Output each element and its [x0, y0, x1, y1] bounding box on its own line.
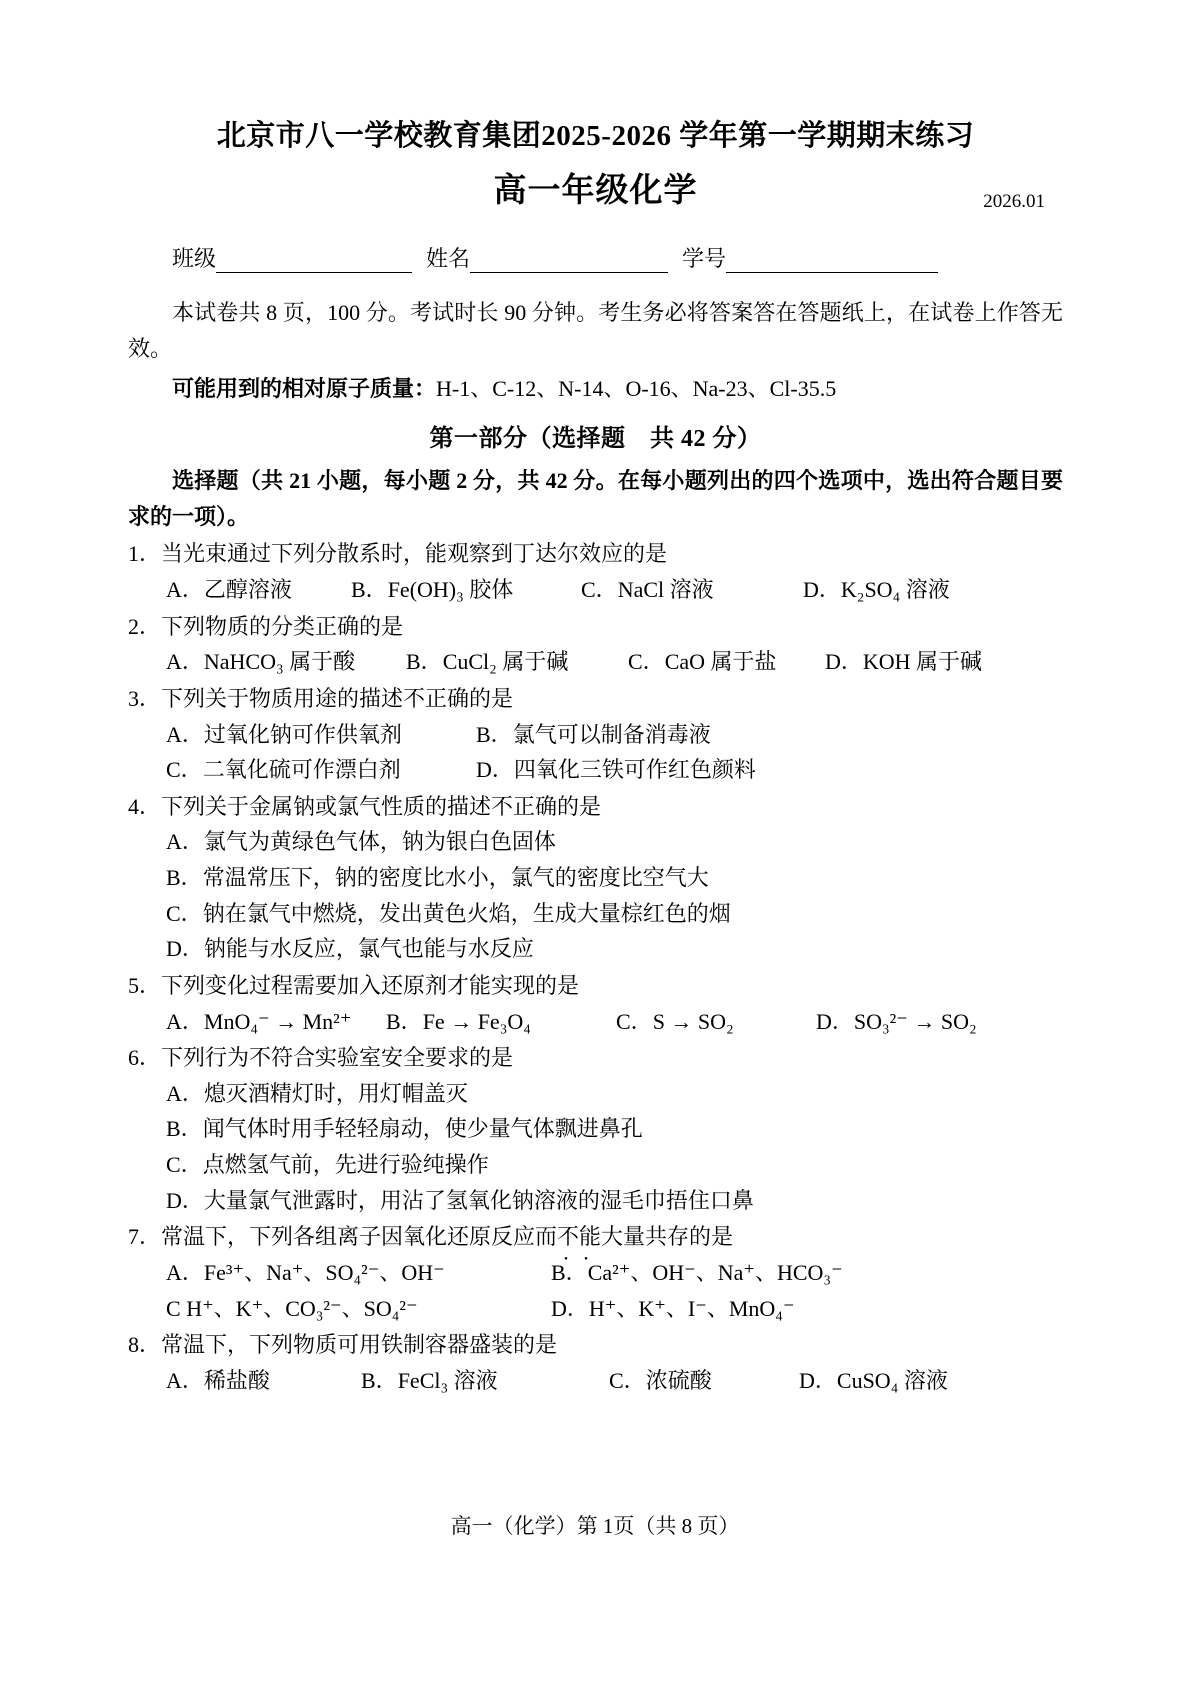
option-d[interactable]: [166, 1183, 754, 1219]
option-label: A．: [166, 577, 204, 602]
option-label: C．: [166, 757, 203, 783]
option-c[interactable]: [616, 1004, 816, 1040]
option-row: [166, 752, 1063, 788]
option-label: A．: [166, 1367, 204, 1393]
option-text: CaO 属于盐: [664, 649, 777, 675]
option-text: CuSO₄ 溶液: [836, 1367, 948, 1393]
subject-title: 高一年级化学: [493, 173, 698, 210]
option-text: KOH 属于碱: [862, 649, 983, 675]
option-d[interactable]: [803, 572, 950, 608]
question-number: 6．: [128, 1045, 162, 1071]
name-field: [426, 242, 668, 273]
option-label: C．: [166, 900, 203, 926]
option-c[interactable]: [166, 1147, 489, 1183]
option-label: B．: [406, 649, 443, 675]
option-text: CuCl₂ 属于碱: [442, 649, 569, 675]
option-b[interactable]: [361, 1363, 609, 1399]
option-a[interactable]: [166, 1076, 468, 1112]
option-label: D．: [816, 1008, 854, 1034]
option-c[interactable]: [166, 896, 731, 932]
question-number: 2．: [128, 613, 162, 639]
part-one-title: 第一部分（选择题 共 42 分）: [429, 426, 762, 453]
question-1: [128, 536, 1063, 607]
option-text: Ca²⁺、OH⁻、Na⁺、HCO₃⁻: [587, 1259, 843, 1285]
option-label: C．: [628, 649, 665, 675]
question-options: [128, 824, 1063, 967]
option-d[interactable]: [476, 752, 756, 788]
option-label: D．: [166, 936, 204, 962]
name-input-rule[interactable]: [470, 252, 668, 273]
option-row: [166, 717, 1063, 753]
question-3: [128, 681, 1063, 788]
option-a[interactable]: [166, 824, 556, 860]
name-label: 姓名: [426, 246, 471, 272]
question-text: 下列物质的分类正确的是: [161, 613, 404, 639]
question-text: 下列关于金属钠或氯气性质的描述不正确的是: [161, 793, 602, 819]
option-row: [166, 931, 1063, 967]
option-text: 氯气可以制备消毒液: [512, 721, 711, 747]
student-id-label: 学号: [682, 246, 727, 272]
option-text: 钠在氯气中燃烧，发出黄色火焰，生成大量棕红色的烟: [202, 900, 731, 926]
question-2: [128, 609, 1063, 680]
student-info-row: [128, 242, 1063, 273]
option-text: K₂SO₄ 溶液: [840, 577, 950, 602]
page-content: [128, 118, 1063, 1399]
option-c[interactable]: [581, 572, 803, 608]
question-text: 当光束通过下列分散系时，能观察到丁达尔效应的是: [161, 541, 668, 567]
question-text-after: 大量共存的是: [601, 1224, 734, 1250]
option-text: NaHCO₃ 属于酸: [203, 649, 356, 675]
option-row: [166, 1363, 1063, 1399]
option-text: 氯气为黄绿色气体，钠为银白色固体: [203, 829, 556, 855]
option-label: A．: [166, 1259, 204, 1285]
question-number: 1．: [128, 541, 162, 567]
question-stem: [128, 789, 1063, 825]
option-text: H⁺、K⁺、I⁻、MnO₄⁻: [588, 1295, 795, 1321]
part-one-lead: 选择题（共 21 小题，每小题 2 分，共 42 分。在每小题列出的四个选项中，选出符合题目要求的一项）。: [128, 468, 1063, 529]
question-options: [128, 1004, 1063, 1040]
option-text: H⁺、K⁺、CO₃²⁻、SO₄²⁻: [186, 1295, 418, 1321]
option-a[interactable]: [166, 1363, 361, 1399]
question-number: 4．: [128, 793, 162, 819]
option-text: FeCl₃ 溶液: [397, 1367, 498, 1393]
question-stem: [128, 1327, 1063, 1363]
question-text-before: 常温下，下列各组离子因氧化还原反应而: [161, 1224, 558, 1250]
option-label: C．: [581, 577, 618, 602]
option-label: B．: [476, 721, 513, 747]
class-input-rule[interactable]: [216, 252, 412, 273]
option-label: C．: [616, 1008, 653, 1034]
atomic-mass-line: [128, 371, 1063, 407]
option-label: B．: [386, 1008, 423, 1034]
option-text: Fe(OH)₃ 胶体: [387, 577, 514, 602]
option-row: [166, 1147, 1063, 1183]
question-stem: [128, 609, 1063, 645]
class-field: [172, 242, 412, 273]
option-a[interactable]: [166, 717, 476, 753]
option-label: B．: [361, 1367, 398, 1393]
option-label: A．: [166, 1080, 204, 1106]
question-stem: [128, 681, 1063, 717]
option-label: C．: [609, 1367, 646, 1393]
option-b[interactable]: [386, 1004, 616, 1040]
page-footer: 高一（化学）第 1页（共 8 页）: [450, 1514, 740, 1538]
option-label: A．: [166, 829, 204, 855]
option-b[interactable]: [476, 717, 711, 753]
question-number: 5．: [128, 972, 162, 998]
option-text: 点燃氢气前，先进行验纯操作: [202, 1152, 489, 1177]
option-text: 常温常压下，钠的密度比水小，氯气的密度比空气大: [202, 865, 709, 890]
option-b[interactable]: [166, 1111, 643, 1147]
option-row: [166, 1004, 1063, 1040]
option-row: [166, 644, 1063, 680]
atomic-mass-label: 可能用到的相对原子质量：: [172, 375, 437, 401]
option-d[interactable]: [799, 1363, 948, 1399]
option-text: 过氧化钠可作供氧剂: [203, 721, 402, 747]
option-c[interactable]: [166, 752, 476, 788]
option-row: [166, 572, 1063, 608]
question-stem: [128, 1219, 1063, 1255]
option-row: [166, 860, 1063, 896]
question-7: [128, 1219, 1063, 1326]
atomic-mass-values: H-1、C-12、N-14、O-16、Na-23、Cl-35.5: [436, 375, 837, 401]
option-text: 浓硫酸: [645, 1367, 712, 1393]
option-text: MnO₄⁻ → Mn²⁺: [203, 1008, 352, 1034]
option-d[interactable]: [166, 931, 534, 967]
option-text: NaCl 溶液: [617, 577, 714, 602]
option-row: [166, 1255, 1063, 1291]
option-b[interactable]: [166, 860, 709, 896]
question-text: 常温下，下列物质可用铁制容器盛装的是: [161, 1332, 558, 1358]
option-label: B．: [166, 1116, 203, 1142]
class-label: 班级: [172, 246, 217, 272]
option-text: 乙醇溶液: [203, 577, 292, 602]
question-6: [128, 1040, 1063, 1218]
question-4: [128, 789, 1063, 967]
option-text: 大量氯气泄露时，用沾了氢氧化钠溶液的湿毛巾捂住口鼻: [203, 1187, 754, 1213]
option-label: D．: [166, 1187, 204, 1213]
option-label: D．: [799, 1367, 837, 1393]
question-stem: [128, 536, 1063, 572]
option-a[interactable]: [166, 572, 351, 608]
question-5: [128, 968, 1063, 1039]
option-text: 钠能与水反应，氯气也能与水反应: [203, 936, 534, 962]
option-label: C．: [166, 1152, 203, 1177]
exam-info-text: 本试卷共 8 页，100 分。考试时长 90 分钟。考生务必将答案答在答题纸上，在试卷上作答无效。: [128, 300, 1063, 361]
option-text: 稀盐酸: [203, 1367, 270, 1393]
question-number: 7．: [128, 1224, 162, 1250]
option-label: A．: [166, 649, 204, 675]
option-row: [166, 896, 1063, 932]
option-c[interactable]: [609, 1363, 799, 1399]
question-options: [128, 1363, 1063, 1399]
question-text: 下列行为不符合实验室安全要求的是: [161, 1045, 514, 1071]
option-text: SO₃²⁻ → SO₂: [853, 1008, 977, 1034]
option-d[interactable]: [825, 644, 982, 680]
subject-title-row: [128, 172, 1063, 216]
student-id-field: [682, 242, 938, 273]
question-options: [128, 1076, 1063, 1219]
option-text: Fe³⁺、Na⁺、SO₄²⁻、OH⁻: [203, 1259, 445, 1285]
question-text: 下列变化过程需要加入还原剂才能实现的是: [161, 972, 580, 998]
student-id-input-rule[interactable]: [726, 252, 938, 273]
option-a[interactable]: [166, 1255, 551, 1291]
option-text: 闻气体时用手轻轻扇动，使少量气体飘进鼻孔: [202, 1116, 643, 1142]
option-label: A．: [166, 721, 204, 747]
option-label: D．: [551, 1295, 589, 1321]
exam-date: 2026.01: [983, 191, 1045, 213]
option-a[interactable]: [166, 1004, 386, 1040]
page-title: 北京市八一学校教育集团2025-2026 学年第一学期期末练习: [216, 120, 975, 152]
option-b[interactable]: [406, 644, 628, 680]
option-label: A．: [166, 1008, 204, 1034]
option-c[interactable]: [628, 644, 825, 680]
question-number: 8．: [128, 1332, 162, 1358]
option-text: 四氧化三铁可作红色颜料: [513, 757, 756, 783]
question-options: [128, 644, 1063, 680]
option-text: 熄灭酒精灯时，用灯帽盖灭: [203, 1080, 468, 1106]
option-row: [166, 824, 1063, 860]
option-d[interactable]: [551, 1291, 795, 1327]
option-label: D．: [825, 649, 863, 675]
option-label: D．: [476, 757, 514, 783]
option-row: [166, 1076, 1063, 1112]
question-options: [128, 572, 1063, 608]
option-b[interactable]: [351, 572, 581, 608]
option-c[interactable]: [166, 1291, 551, 1327]
question-stem: [128, 968, 1063, 1004]
option-label: B．: [351, 577, 388, 602]
question-stem: [128, 1040, 1063, 1076]
option-label: C: [166, 1295, 181, 1321]
option-label: B．: [551, 1259, 588, 1285]
question-8: [128, 1327, 1063, 1398]
option-row: [166, 1291, 1063, 1327]
option-row: [166, 1111, 1063, 1147]
question-emphasis: 不能 ・・: [557, 1219, 601, 1255]
option-d[interactable]: [816, 1004, 977, 1040]
option-a[interactable]: [166, 644, 406, 680]
option-label: B．: [166, 865, 203, 890]
option-text: S → SO₂: [652, 1008, 734, 1034]
question-options: [128, 717, 1063, 788]
option-text: 二氧化硫可作漂白剂: [202, 757, 401, 783]
option-label: D．: [803, 577, 841, 602]
question-number: 3．: [128, 685, 162, 711]
option-text: Fe → Fe₃O₄: [422, 1008, 531, 1034]
option-row: [166, 1183, 1063, 1219]
question-text: 下列关于物质用途的描述不正确的是: [161, 685, 514, 711]
